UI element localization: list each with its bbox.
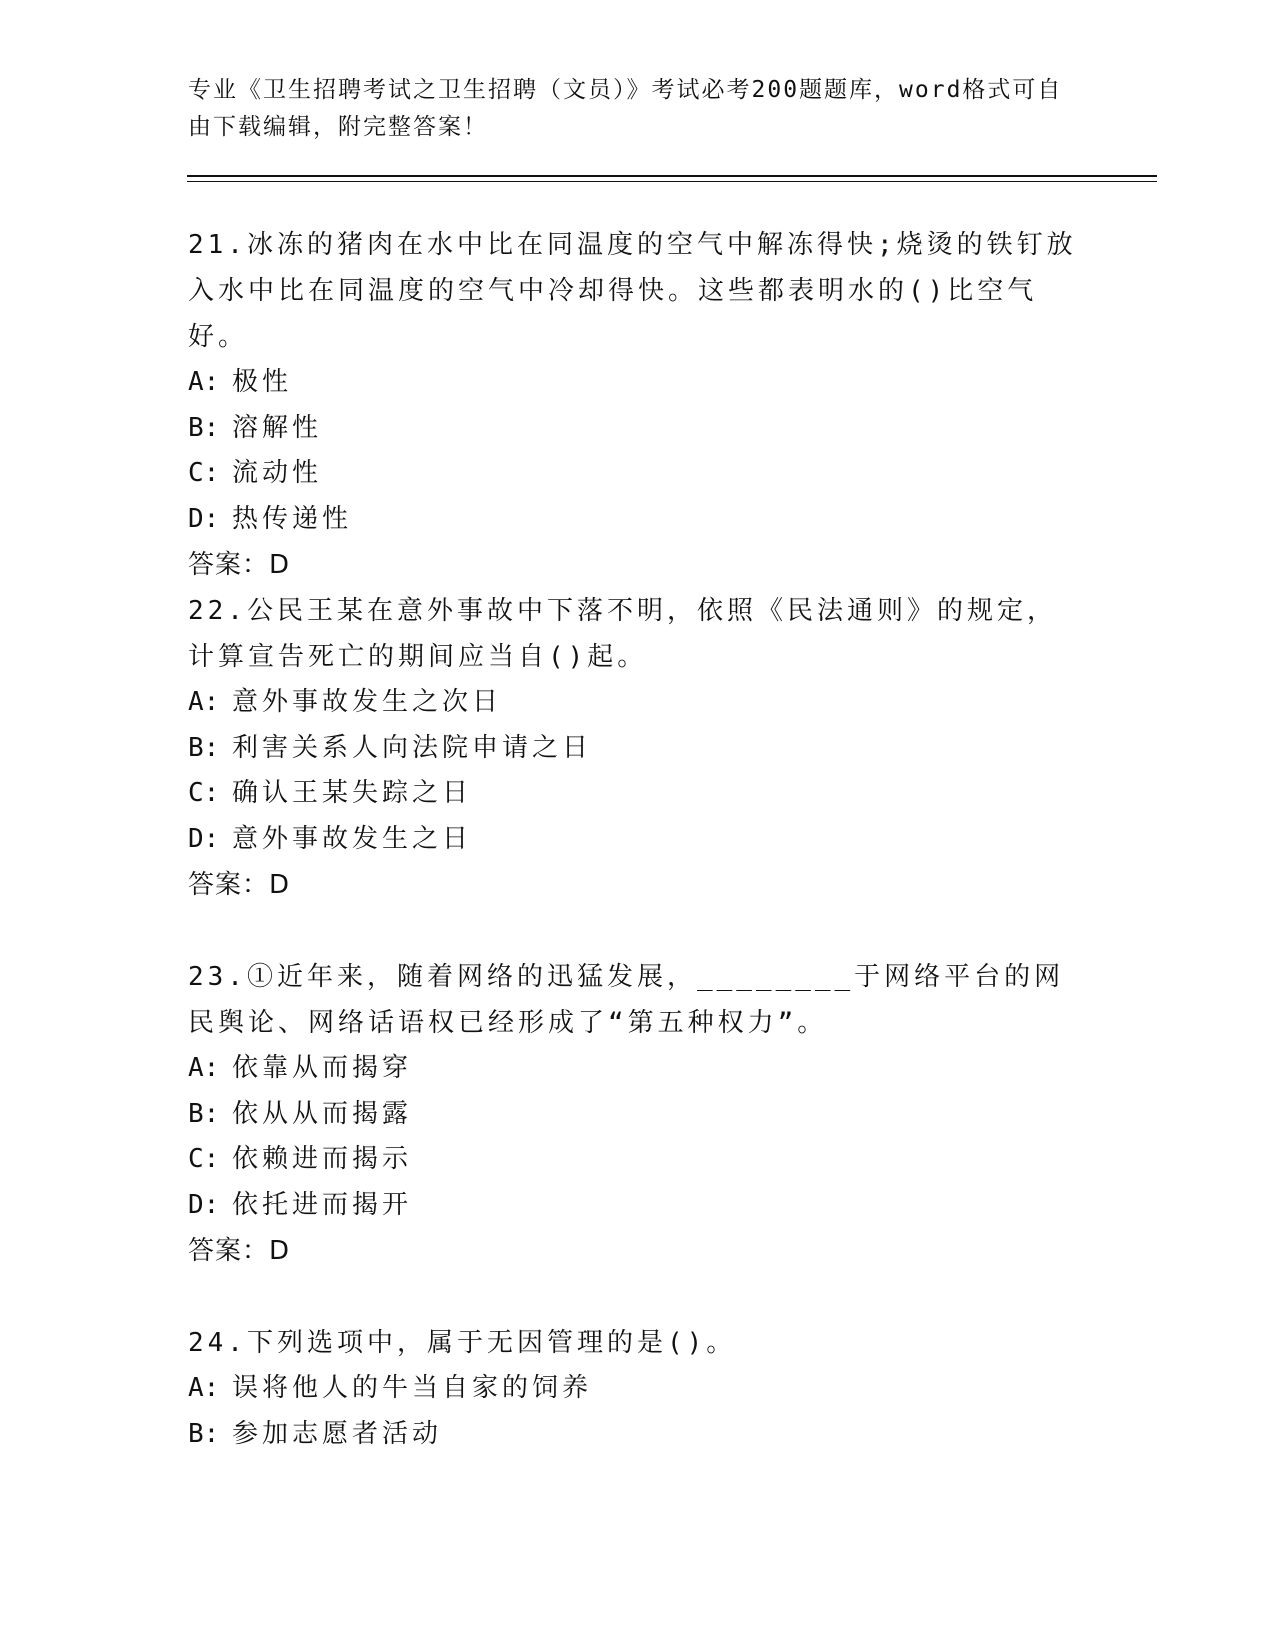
header-divider-thick	[187, 175, 1157, 177]
option-text: 误将他人的牛当自家的饲养	[232, 1373, 593, 1403]
option-b	[188, 726, 1078, 772]
option-a	[188, 360, 1078, 406]
option-a	[188, 1046, 1078, 1092]
question-stem: 23.①近年来，随着网络的迅猛发展，________于网络平台的网民舆论、网络话语权已经形成了“第五种权力”。	[188, 962, 1065, 1038]
option-text: 溶解性	[232, 412, 323, 443]
option-d	[188, 497, 1078, 543]
question-22	[188, 588, 1078, 908]
option-key: A:	[188, 367, 220, 397]
option-key: D:	[188, 1189, 220, 1220]
option-text: 意外事故发生之次日	[232, 687, 503, 717]
question-stem: 21.冰冻的猪肉在水中比在同温度的空气中解冻得快;烧烫的铁钉放入水中比在同温度的空气中冷却得快。这些都表明水的()比空气好。	[188, 230, 1077, 352]
header-divider-thin	[187, 181, 1157, 182]
option-key: B:	[188, 412, 220, 443]
question-23	[188, 954, 1078, 1274]
option-text: 极性	[232, 367, 293, 397]
option-text: 热传递性	[232, 503, 353, 534]
option-c	[188, 1137, 1078, 1183]
option-key: C:	[188, 778, 220, 808]
question-24	[188, 1320, 1078, 1457]
option-key: D:	[188, 503, 220, 534]
option-key: A:	[188, 1373, 220, 1403]
answer: 答案：D	[188, 1236, 291, 1266]
question-stem: 22.公民王某在意外事故中下落不明，依照《民法通则》的规定，计算宣告死亡的期间应当自()起。	[188, 596, 1057, 672]
option-c	[188, 451, 1078, 497]
option-b	[188, 1092, 1078, 1138]
option-c	[188, 771, 1078, 817]
option-key: B:	[188, 732, 220, 763]
option-text: 依靠从而揭穿	[232, 1053, 413, 1083]
option-b	[188, 1412, 1078, 1458]
option-text: 参加志愿者活动	[232, 1418, 443, 1449]
option-a	[188, 1366, 1078, 1412]
option-d	[188, 817, 1078, 863]
option-b	[188, 406, 1078, 452]
option-text: 流动性	[232, 458, 323, 488]
option-d	[188, 1183, 1078, 1229]
option-key: C:	[188, 1144, 220, 1174]
option-text: 确认王某失踪之日	[232, 778, 473, 808]
option-text: 依从从而揭露	[232, 1098, 413, 1129]
option-key: B:	[188, 1098, 220, 1129]
option-text: 依托进而揭开	[232, 1189, 413, 1220]
option-text: 意外事故发生之日	[232, 823, 473, 854]
answer: 答案：D	[188, 870, 291, 900]
option-key: B:	[188, 1418, 220, 1449]
question-21	[188, 222, 1078, 588]
document-header: 专业《卫生招聘考试之卫生招聘（文员）》考试必考200题题库，word格式可自由下载编辑，附完整答案！	[188, 77, 1063, 140]
question-stem: 24.下列选项中，属于无因管理的是()。	[188, 1328, 737, 1358]
option-text: 利害关系人向法院申请之日	[232, 732, 593, 763]
answer: 答案：D	[188, 550, 291, 580]
option-key: A:	[188, 687, 220, 717]
option-key: D:	[188, 823, 220, 854]
option-key: C:	[188, 458, 220, 488]
option-a	[188, 680, 1078, 726]
option-text: 依赖进而揭示	[232, 1144, 413, 1174]
option-key: A:	[188, 1053, 220, 1083]
